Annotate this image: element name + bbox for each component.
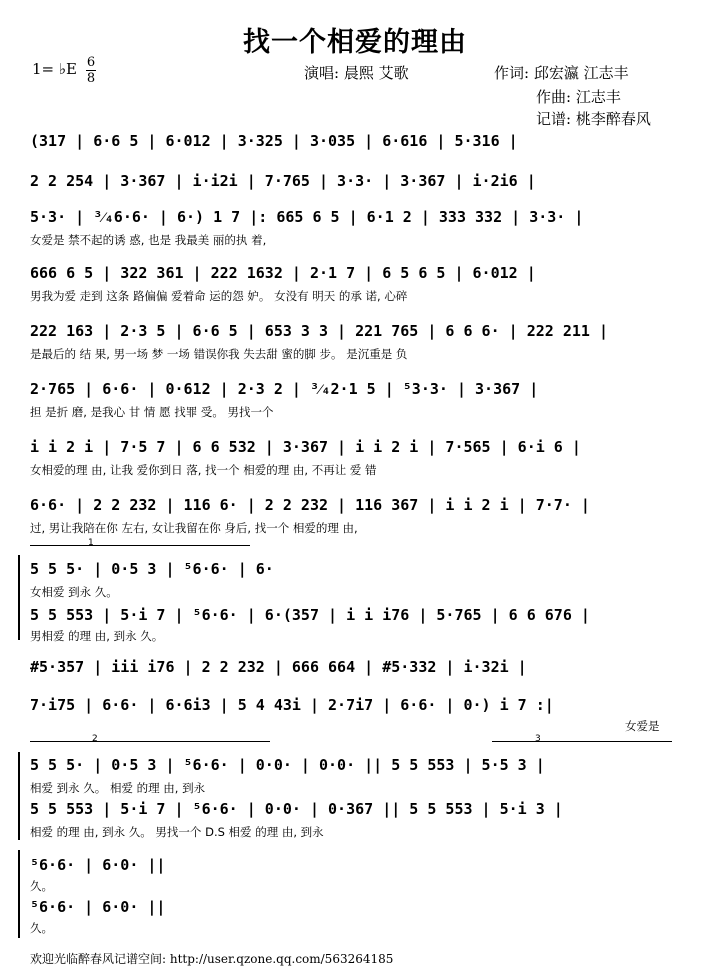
score-row-lyrics: 男我为爱 走到 这条 路偏偏 爱着命 运的怨 妒。 女没有 明天 的承 诺, 心碎 xyxy=(30,289,408,303)
score-row-lyrics: 久。 xyxy=(30,921,53,935)
score-row-lyrics: 是最后的 结 果, 男一场 梦 一场 错误你我 失去甜 蜜的脚 步。 是沉重是 负 xyxy=(30,347,408,361)
score-row-notes: (317 | 6·6 5 | 6·012 | 3·325 | 3·035 | 6·616 | 5·316 | xyxy=(30,132,518,150)
volta-line xyxy=(492,741,672,742)
score-row-lyrics: 女爱是 xyxy=(625,719,660,733)
score-row-lyrics: 女相爱 到永 久。 xyxy=(30,585,118,599)
volta-label: 3 xyxy=(535,734,541,744)
score-row-lyrics: 担 是折 磨, 是我心 甘 情 愿 找罪 受。 男找一个 xyxy=(30,405,274,419)
score-row-notes: 5·3· | ³⁄₄6·6· | 6·) 1 7 |: 665 6 5 | 6·1 2 | 333 332 | 3·3· | xyxy=(30,208,584,226)
score-row-lyrics: 相爱 的理 由, 到永 久。 男找一个 D.S 相爱 的理 由, 到永 xyxy=(30,825,324,839)
composer-credit: 作曲: 江志丰 xyxy=(536,88,621,106)
system-bracket xyxy=(18,752,20,840)
score-row-notes: 2 2 254 | 3·367 | i·i2i | 7·765 | 3·3· | 3·367 | i·2i6 | xyxy=(30,172,536,190)
volta-line xyxy=(30,545,250,546)
singer-credit: 演唱: 晨熙 艾歌 xyxy=(304,64,409,82)
score-row-notes: 222 163 | 2·3 5 | 6·6 5 | 653 3 3 | 221 765 | 6 6 6· | 222 211 | xyxy=(30,322,608,340)
score-row-notes: 6·6· | 2 2 232 | 116 6· | 2 2 232 | 116 367 | i i 2 i | 7·7· | xyxy=(30,496,590,514)
system-bracket xyxy=(18,555,20,640)
volta-label: 1 xyxy=(88,538,94,548)
score-row-notes: 5 5 553 | 5·i 7 | ⁵6·6· | 0·0· | 0·367 || 5 5 553 | 5·i 3 | xyxy=(30,800,563,818)
score-row-notes: 5 5 5· | 0·5 3 | ⁵6·6· | 0·0· | 0·0· || 5 5 553 | 5·5 3 | xyxy=(30,756,545,774)
score-row-lyrics: 过, 男让我陪在你 左右, 女让我留在你 身后, 找一个 相爱的理 由, xyxy=(30,521,358,535)
score-row-notes: i i 2 i | 7·5 7 | 6 6 532 | 3·367 | i i 2 i | 7·565 | 6·i 6 | xyxy=(30,438,581,456)
score-row-lyrics: 久。 xyxy=(30,879,53,893)
system-bracket xyxy=(18,850,20,938)
score-row-lyrics: 相爱 到永 久。 相爱 的理 由, 到永 xyxy=(30,781,206,795)
score-row-lyrics: 女相爱的理 由, 让我 爱你到日 落, 找一个 相爱的理 由, 不再让 爱 错 xyxy=(30,463,377,477)
score-row-notes: 5 5 5· | 0·5 3 | ⁵6·6· | 6· xyxy=(30,560,274,578)
lyricist-credit: 作词: 邱宏瀛 江志丰 xyxy=(494,64,629,82)
score-row-lyrics: 女爱是 禁不起的诱 惑, 也是 我最美 丽的执 着, xyxy=(30,233,267,247)
volta-line xyxy=(30,741,270,742)
time-signature xyxy=(86,56,96,85)
score-row-notes: 2·765 | 6·6· | 0·612 | 2·3 2 | ³⁄₄2·1 5 | ⁵3·3· | 3·367 | xyxy=(30,380,539,398)
score-row-notes: ⁵6·6· | 6·0· || xyxy=(30,856,166,874)
time-signature-top: 6 xyxy=(86,55,96,70)
page-title: 找一个相爱的理由 xyxy=(243,27,467,58)
score-row-notes: 666 6 5 | 322 361 | 222 1632 | 2·1 7 | 6 5 6 5 | 6·012 | xyxy=(30,264,536,282)
time-signature-bottom: 8 xyxy=(86,71,96,86)
score-row-notes: 7·i75 | 6·6· | 6·6i3 | 5 4 43i | 2·7i7 | 6·6· | 0·) i 7 :| xyxy=(30,696,554,714)
score-row-notes: ⁵6·6· | 6·0· || xyxy=(30,898,166,916)
score-row-notes: 5 5 553 | 5·i 7 | ⁵6·6· | 6·(357 | i i i76 | 5·765 | 6 6 676 | xyxy=(30,606,590,624)
transcriber-credit: 记谱: 桃李醉春风 xyxy=(536,110,651,128)
score-row-lyrics: 男相爱 的理 由, 到永 久。 xyxy=(30,629,164,643)
score-row-notes: #5·357 | iii i76 | 2 2 232 | 666 664 | #5·332 | i·32i | xyxy=(30,658,527,676)
footer-link-text: 欢迎光临醉春风记谱空间: http://user.qzone.qq.com/563264185 xyxy=(30,952,394,966)
key-signature: 1= ♭E xyxy=(32,60,77,78)
volta-label: 2 xyxy=(92,734,98,744)
